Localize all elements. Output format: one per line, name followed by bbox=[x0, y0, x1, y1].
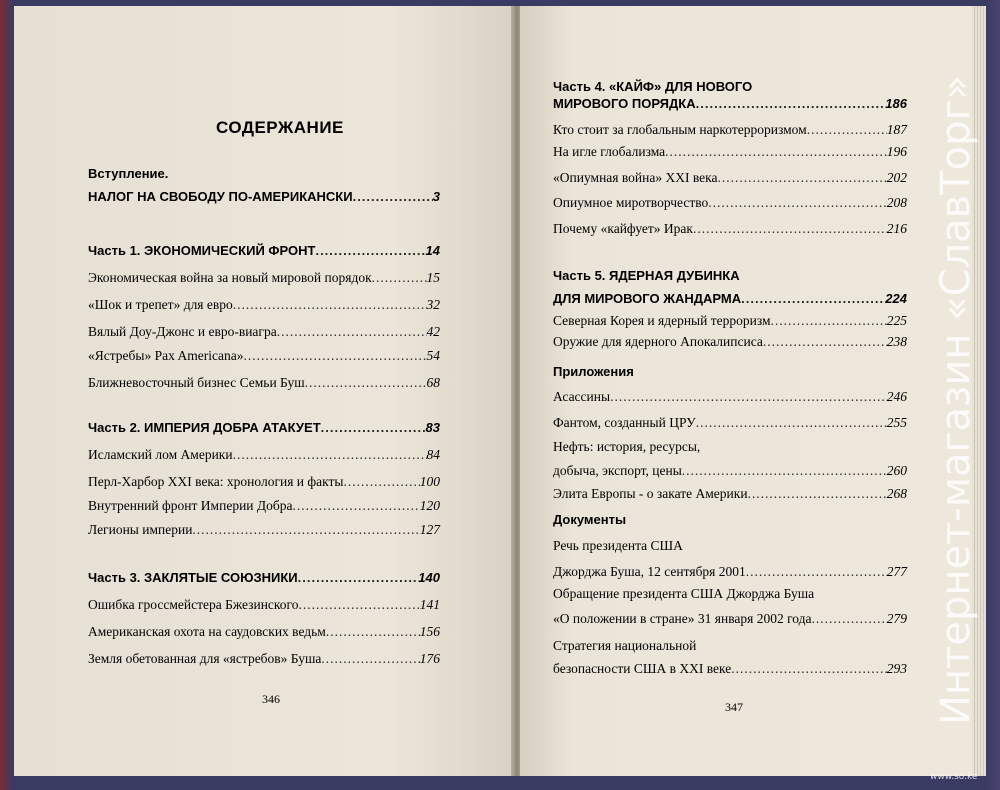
toc-title: Асассины bbox=[553, 389, 611, 404]
toc-page: 42 bbox=[426, 324, 440, 339]
toc-title: Джорджа Буша, 12 сентября 2001 bbox=[553, 564, 746, 579]
toc-entry-part-4: Часть 4. «КАЙФ» ДЛЯ НОВОГО bbox=[553, 79, 753, 94]
toc-title: «Шок и трепет» для евро bbox=[88, 297, 233, 312]
toc-entry bbox=[88, 623, 440, 641]
toc-page: 260 bbox=[886, 463, 907, 478]
toc-title: «Опиумная война» XXI века bbox=[553, 170, 718, 185]
toc-page: 32 bbox=[426, 297, 440, 312]
toc-title: Земля обетованная для «ястребов» Буша bbox=[88, 651, 322, 666]
toc-title: Элита Европы - о закате Америки bbox=[553, 486, 748, 501]
toc-entry bbox=[88, 419, 440, 437]
toc-page: 196 bbox=[886, 144, 907, 159]
toc-title: ДЛЯ МИРОВОГО ЖАНДАРМА bbox=[553, 291, 742, 306]
toc-entry bbox=[553, 414, 907, 432]
toc-page: 156 bbox=[419, 624, 440, 639]
toc-page: 279 bbox=[886, 611, 907, 626]
toc-title: Ошибка гроссмейстера Бжезинского bbox=[88, 597, 299, 612]
toc-entry bbox=[88, 473, 440, 491]
toc-title: Перл-Харбор XXI века: хронология и факты bbox=[88, 474, 344, 489]
toc-title: Внутренний фронт Империи Добра bbox=[88, 498, 293, 513]
toc-page: 208 bbox=[886, 195, 907, 210]
toc-entry bbox=[88, 497, 440, 515]
toc-entry bbox=[553, 143, 907, 161]
toc-page: 141 bbox=[419, 597, 440, 612]
toc-entry-line: Речь президента США bbox=[553, 538, 683, 553]
toc-entry bbox=[553, 333, 907, 351]
toc-title: «О положении в стране» 31 января 2002 года bbox=[553, 611, 812, 626]
page-number-right: 347 bbox=[725, 700, 743, 714]
toc-page: 187 bbox=[886, 122, 907, 137]
toc-entry bbox=[553, 169, 907, 187]
toc-entry bbox=[553, 660, 907, 678]
toc-entry-part-5: Часть 5. ЯДЕРНАЯ ДУБИНКА bbox=[553, 268, 740, 283]
toc-entry bbox=[553, 563, 907, 581]
toc-entry bbox=[553, 121, 907, 139]
toc-title: На игле глобализма bbox=[553, 144, 666, 159]
toc-page: 268 bbox=[886, 486, 907, 501]
toc-entry bbox=[553, 194, 907, 212]
toc-entry-line: Нефть: история, ресурсы, bbox=[553, 439, 701, 454]
toc-title: Опиумное миротворчество bbox=[553, 195, 709, 210]
toc-title: добыча, экспорт, цены bbox=[553, 463, 682, 478]
toc-entry-line: Стратегия национальной bbox=[553, 638, 697, 653]
toc-page: 14 bbox=[425, 243, 440, 258]
toc-entry bbox=[88, 347, 440, 365]
toc-page: 140 bbox=[418, 570, 440, 585]
toc-entry bbox=[553, 485, 907, 503]
toc-title: Часть 3. ЗАКЛЯТЫЕ СОЮЗНИКИ bbox=[88, 570, 298, 585]
toc-page: 176 bbox=[419, 651, 440, 666]
toc-title: безопасности США в XXI веке bbox=[553, 661, 732, 676]
toc-entry bbox=[88, 323, 440, 341]
toc-page: 54 bbox=[426, 348, 440, 363]
toc-title: Ближневосточный бизнес Семьи Буш bbox=[88, 375, 305, 390]
toc-section-appendices: Приложения bbox=[553, 364, 634, 379]
toc-entry bbox=[553, 312, 907, 330]
toc-entry bbox=[88, 446, 440, 464]
toc-title: Оружие для ядерного Апокалипсиса bbox=[553, 334, 763, 349]
toc-page: 225 bbox=[886, 313, 907, 328]
toc-entry bbox=[88, 188, 440, 206]
toc-title: Часть 2. ИМПЕРИЯ ДОБРА АТАКУЕТ bbox=[88, 420, 321, 435]
toc-entry bbox=[553, 290, 907, 308]
toc-entry bbox=[88, 569, 440, 587]
toc-page: 100 bbox=[419, 474, 440, 489]
toc-entry bbox=[88, 242, 440, 260]
toc-entry-intro-label: Вступление. bbox=[88, 166, 169, 181]
toc-title: МИРОВОГО ПОРЯДКА bbox=[553, 96, 696, 111]
toc-page: 238 bbox=[886, 334, 907, 349]
store-watermark-url: www.so.ke bbox=[930, 772, 978, 782]
toc-title: Часть 1. ЭКОНОМИЧЕСКИЙ ФРОНТ bbox=[88, 243, 316, 258]
toc-entry bbox=[553, 220, 907, 238]
toc-page: 293 bbox=[886, 661, 907, 676]
toc-page: 202 bbox=[886, 170, 907, 185]
toc-page: 127 bbox=[419, 522, 440, 537]
toc-entry bbox=[88, 374, 440, 392]
toc-entry bbox=[553, 610, 907, 628]
toc-page: 246 bbox=[886, 389, 907, 404]
toc-page: 3 bbox=[432, 189, 440, 204]
toc-section-documents: Документы bbox=[553, 512, 627, 527]
toc-page: 120 bbox=[419, 498, 440, 513]
toc-page: 186 bbox=[885, 96, 907, 111]
toc-page: 216 bbox=[886, 221, 907, 236]
toc-title: Американская охота на саудовских ведьм bbox=[88, 624, 326, 639]
toc-title: НАЛОГ НА СВОБОДУ ПО-АМЕРИКАНСКИ bbox=[88, 189, 353, 204]
toc-page: 255 bbox=[886, 415, 907, 430]
toc-page: 83 bbox=[425, 420, 440, 435]
toc-title: «Ястребы» Pax Americana» bbox=[88, 348, 244, 363]
toc-title: Почему «кайфует» Ирак bbox=[553, 221, 693, 236]
page-number-left: 346 bbox=[262, 692, 280, 706]
store-watermark: Интернет-магазин «СлавТорг» bbox=[933, 74, 979, 726]
toc-entry bbox=[553, 388, 907, 406]
toc-title: Вялый Доу-Джонс и евро-виагра bbox=[88, 324, 277, 339]
toc-title: Фантом, созданный ЦРУ bbox=[553, 415, 696, 430]
toc-entry bbox=[88, 296, 440, 314]
toc-entry bbox=[88, 650, 440, 668]
toc-page: 84 bbox=[426, 447, 440, 462]
toc-title: Экономическая война за новый мировой порядок bbox=[88, 270, 372, 285]
contents-heading: СОДЕРЖАНИЕ bbox=[216, 118, 344, 137]
toc-title: Легионы империи bbox=[88, 522, 193, 537]
toc-title: Кто стоит за глобальным наркотерроризмом bbox=[553, 122, 807, 137]
toc-page: 277 bbox=[886, 564, 907, 579]
toc-entry bbox=[88, 269, 440, 287]
toc-entry bbox=[553, 95, 907, 113]
toc-entry bbox=[553, 462, 907, 480]
toc-entry bbox=[88, 521, 440, 539]
toc-entry bbox=[88, 596, 440, 614]
toc-title: Исламский лом Америки bbox=[88, 447, 233, 462]
toc-entry-line: Обращение президента США Джорджа Буша bbox=[553, 586, 815, 601]
toc-page: 15 bbox=[426, 270, 440, 285]
toc-title: Северная Корея и ядерный терроризм bbox=[553, 313, 771, 328]
toc-page: 68 bbox=[426, 375, 440, 390]
toc-page: 224 bbox=[885, 291, 907, 306]
